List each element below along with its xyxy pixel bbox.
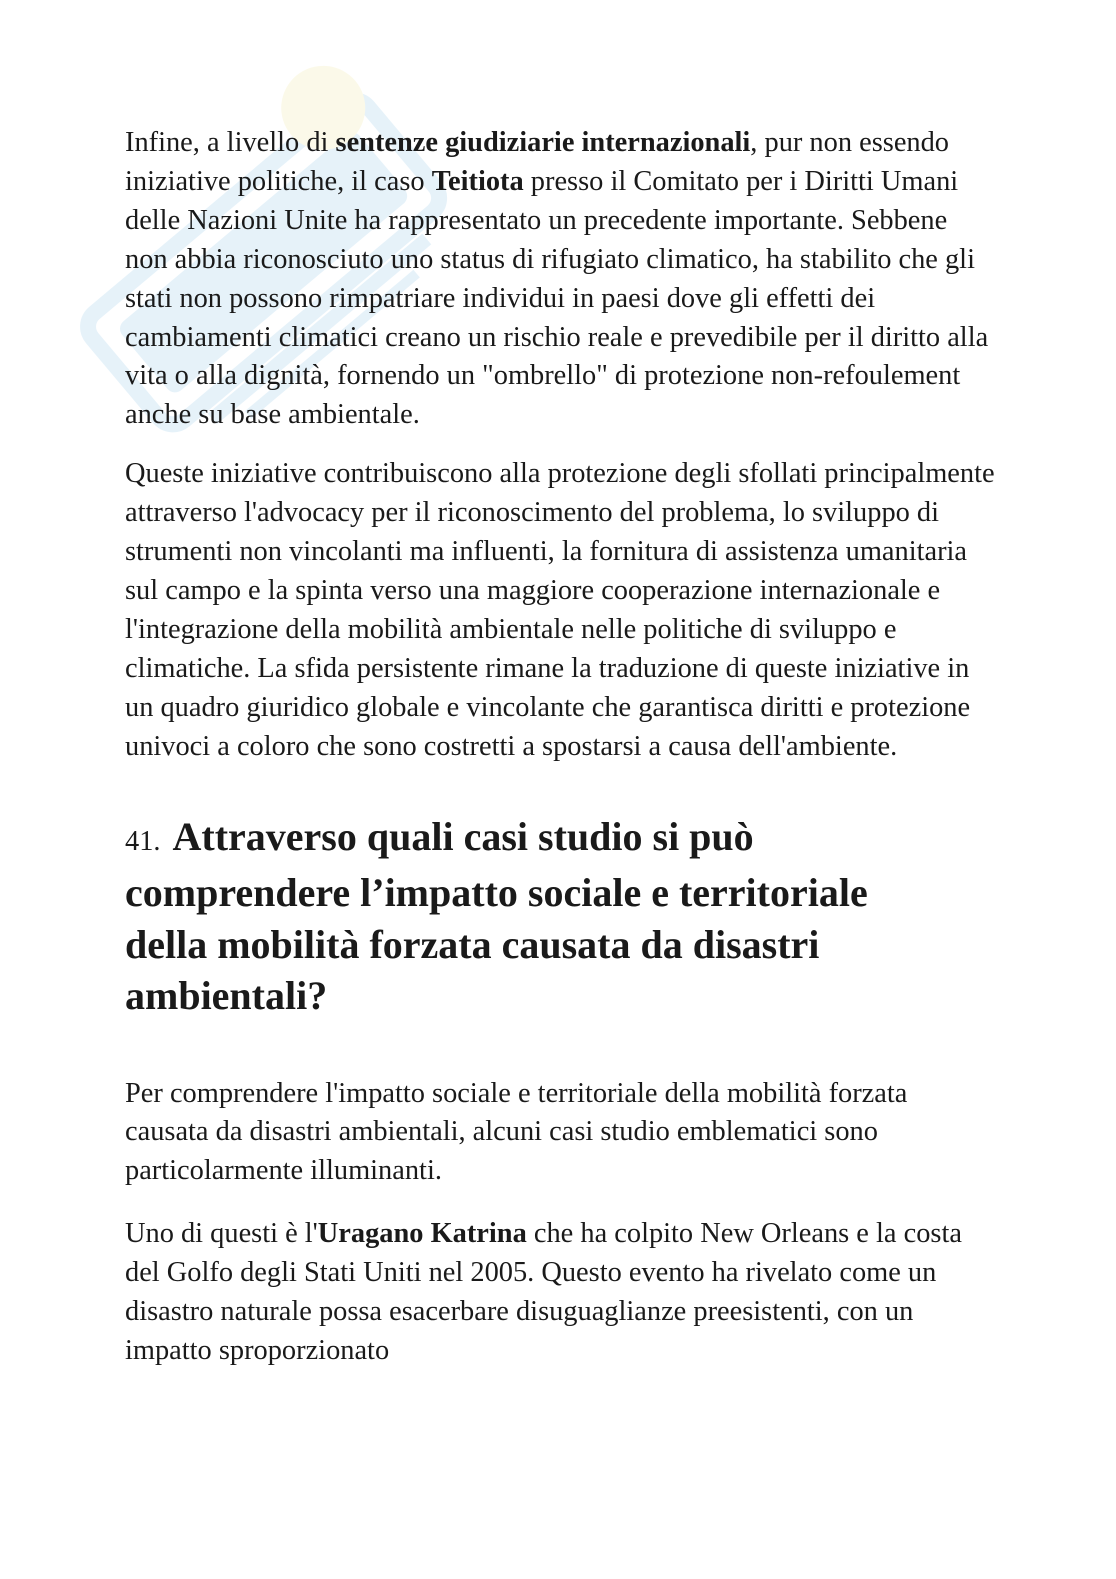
para1-text-1: Infine, a livello di — [125, 127, 336, 158]
paragraph-iniziative: Queste iniziative contribuiscono alla protezione degli sfollati principalmente attraverso l'advocacy per il riconoscimento del problema, lo sviluppo di strumenti non vincolanti ma influenti, la fornitura di assistenza umanitaria sul campo e la spinta verso una maggiore cooperazione internazionale e l'integrazione della mobilità ambientale nelle politiche di sviluppo e climatiche. La sfida persistente rimane la traduzione di queste iniziative in un quadro giuridico globale e vincolante che garantisca diritti e protezione univoci a coloro che sono costretti a spostarsi a causa dell'ambiente. — [125, 458, 995, 762]
paragraph-teitiota — [125, 124, 995, 435]
para4-text-1: Uno di questi è l' — [125, 1218, 318, 1250]
para1-text-2: , pur non essendo iniziative politiche, il caso — [125, 127, 950, 197]
document-page — [125, 124, 995, 1371]
para1-bold-teitiota: Teitiota — [431, 165, 524, 197]
paragraph-katrina — [125, 1215, 995, 1371]
para1-text-3: presso il Comitato per i Diritti Umani delle Nazioni Unite ha rappresentato un precedente importante. Sebbene non abbia riconosciuto uno status di rifugiato climatico, ha stabilito che gli stati non possono rimpatriare individui in paesi dove gli effetti dei cambiamenti climatici creano un rischio reale e prevedibile per il diritto alla vita o alla dignità, fornendo un "ombrello" di protezione non-refoulement anche su base ambientale. — [125, 165, 989, 431]
heading-text: Attraverso quali casi studio si può comprendere l’impatto sociale e territoriale della mobilità forzata causata da disastri ambientali? — [125, 813, 868, 1018]
paragraph-intro-casi: Per comprendere l'impatto sociale e territoriale della mobilità forzata causata da disastri ambientali, alcuni casi studio emblematici sono particolarmente illuminanti. — [125, 1077, 908, 1187]
heading-number: 41. — [125, 825, 161, 857]
para4-text-2: che ha colpito New Orleans e la costa del Golfo degli Stati Uniti nel 2005. Questo evento ha rivelato come un disastro naturale possa esacerbare disuguaglianze preesistenti, con un impatto sproporzionato — [125, 1218, 962, 1366]
para4-bold-katrina: Uragano Katrina — [317, 1218, 527, 1250]
section-heading — [125, 811, 925, 1022]
para1-bold-sentenze: sentenze giudiziarie internazionali — [335, 127, 751, 158]
